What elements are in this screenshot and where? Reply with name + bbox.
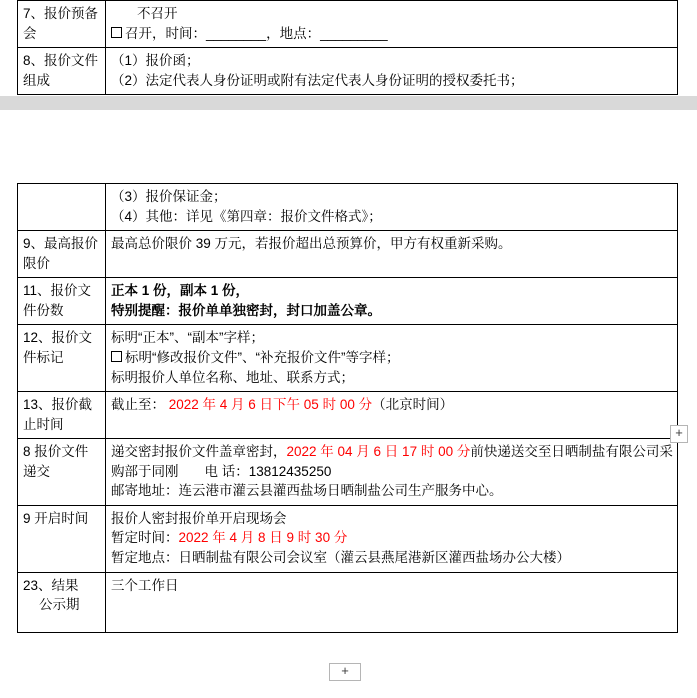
table-row [18, 572, 678, 632]
row-label-cell: 9、最高报价限价 [18, 231, 106, 278]
row-content-cell [106, 184, 678, 231]
row-label-cell: 11、报价文件份数 [18, 278, 106, 325]
row-line: 递交密封报价文件盖章密封，2022 年 04 月 6 日 17 时 00 分前快递送交至日晒制盐有限公司采购部于同刚 电 话：13812435250 [111, 444, 673, 479]
row-line: 报价人密封报价单开启现场会 [111, 510, 287, 526]
row-line: 正本 1 份，副本 1 份， [111, 283, 250, 299]
row-line: 截止至： 2022 年 4 月 6 日下午 05 时 00 分（北京时间） [111, 397, 454, 413]
row-content-cell [106, 572, 678, 632]
row-label-cell: 9 开启时间 [18, 505, 106, 572]
page-break-band [0, 96, 697, 110]
row-line: 邮寄地址：连云港市灌云县灌西盐场日晒制盐公司生产服务中心。 [111, 483, 503, 499]
table-row [18, 184, 678, 231]
row-content-cell [106, 231, 678, 278]
row-line: 召开，时间：________，地点：_________ [111, 24, 673, 44]
table-row [18, 439, 678, 506]
table-row [18, 1, 678, 48]
row-label-cell [18, 184, 106, 231]
page-margin-gap [0, 110, 697, 183]
row-line: 暂定时间：2022 年 4 月 8 日 9 时 30 分 [111, 530, 348, 546]
row-label-cell: 8、报价文件组成 [18, 48, 106, 95]
terms-table-bottom [17, 183, 678, 633]
table-row [18, 325, 678, 392]
row-line: 三个工作日 [111, 577, 179, 593]
row-content-cell [106, 325, 678, 392]
table-row [18, 278, 678, 325]
row-content-cell [106, 1, 678, 48]
row-content-cell [106, 278, 678, 325]
row-line: 不召开 [137, 6, 178, 21]
row-line: （2）法定代表人身份证明或附有法定代表人身份证明的授权委托书； [111, 72, 524, 88]
row-content-cell [106, 505, 678, 572]
table-row [18, 392, 678, 439]
insert-row-button[interactable]: + [329, 663, 361, 681]
row-label-cell: 12、报价文件标记 [18, 325, 106, 392]
row-label-cell: 23、结果 公示期 [18, 572, 106, 632]
row-line: （3）报价保证金； [111, 189, 227, 204]
table-row [18, 231, 678, 278]
table-row [18, 505, 678, 572]
row-line: 最高总价限价 39 万元，若报价超出总预算价，甲方有权重新采购。 [111, 236, 512, 252]
table-row [18, 48, 678, 95]
row-line: 特别提醒：报价单单独密封，封口加盖公章。 [111, 302, 381, 318]
row-line: （4）其他：详见《第四章：报价文件格式》； [111, 208, 382, 224]
row-line: 标明“修改报价文件”、“补充报价文件”等字样； [111, 348, 673, 368]
terms-table-top [17, 0, 678, 95]
row-content-cell [106, 48, 678, 95]
row-content-cell [106, 392, 678, 439]
insert-column-button[interactable]: + [670, 425, 688, 443]
row-label-cell: 8 报价文件递交 [18, 439, 106, 506]
row-line: 标明“正本”、“副本”字样； [111, 330, 264, 346]
row-line: （1）报价函； [111, 53, 200, 69]
row-line: 标明报价人单位名称、地址、联系方式； [111, 369, 354, 385]
row-content-cell [106, 439, 678, 506]
row-line: 暂定地点：日晒制盐有限公司会议室（灌云县燕尾港新区灌西盐场办公大楼） [111, 550, 570, 565]
row-label-cell: 7、报价预备会 [18, 1, 106, 48]
row-label-cell: 13、报价截止时间 [18, 392, 106, 439]
